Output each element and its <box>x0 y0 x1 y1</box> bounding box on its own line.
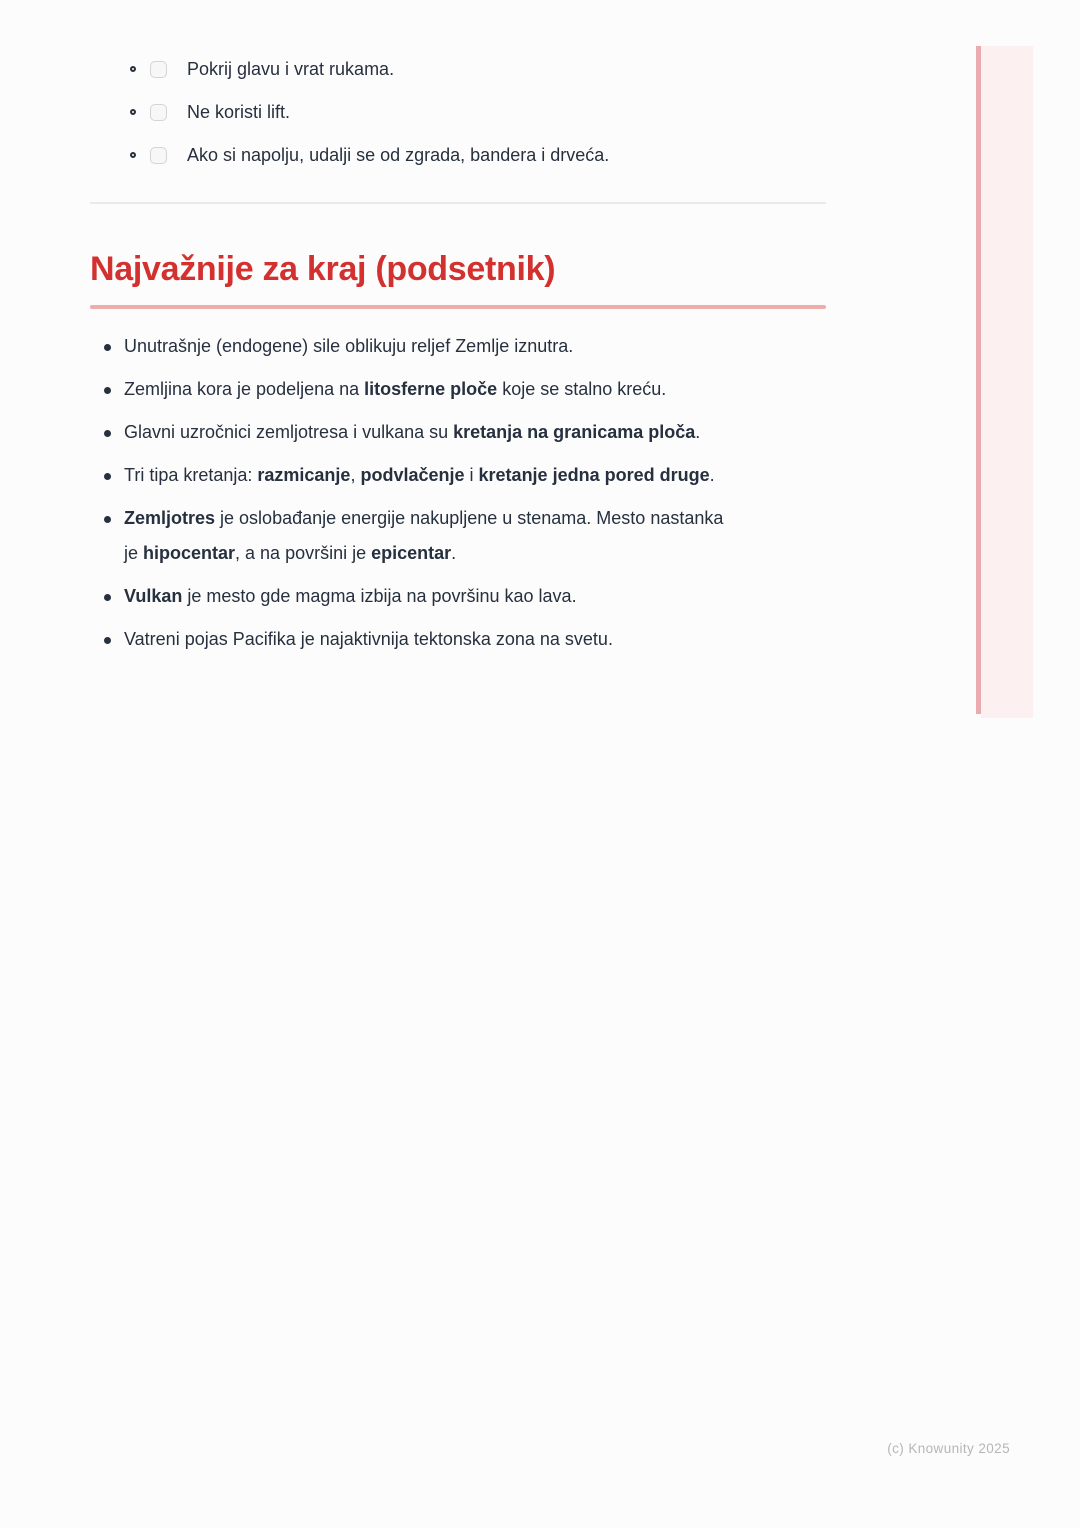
section-heading: Najvažnije za kraj (podsetnik) <box>90 250 556 288</box>
text: . <box>451 543 457 563</box>
bold-text: kretanje jedna pored druge <box>478 465 710 485</box>
todo-checkbox[interactable] <box>150 147 167 164</box>
bold-text: podvlačenje <box>360 465 465 485</box>
bold-text: razmicanje <box>257 465 351 485</box>
checklist-item-label: Pokrij glavu i vrat rukama. <box>187 59 395 79</box>
text: i <box>464 465 479 485</box>
bold-text: Vulkan <box>124 586 183 606</box>
checklist-item <box>90 100 850 124</box>
text: je oslobađanje energije nakupljene u stenama. Mesto nastanka <box>215 508 724 528</box>
text: . <box>695 422 701 442</box>
bold-text: Zemljotres <box>124 508 216 528</box>
checklist-item <box>90 143 850 167</box>
list-item <box>90 329 838 364</box>
list-item <box>90 579 838 614</box>
todo-checkbox[interactable] <box>150 104 167 121</box>
text: Tri tipa kretanja: <box>124 465 258 485</box>
bullet-icon <box>104 387 111 394</box>
text: , <box>350 465 361 485</box>
checklist-item-label: Ne koristi lift. <box>187 102 291 122</box>
list-item <box>90 458 838 493</box>
text: Vatreni pojas Pacifika je najaktivnija tektonska zona na svetu. <box>124 629 613 649</box>
page-edge-strip <box>981 46 1033 718</box>
bold-text: hipocentar <box>143 543 236 563</box>
bullet-icon <box>104 344 111 351</box>
checklist-item <box>90 57 850 81</box>
list-item <box>90 501 838 571</box>
todo-checkbox[interactable] <box>150 61 167 78</box>
bold-text: kretanja na granicama ploča <box>453 422 696 442</box>
bullet-icon <box>104 430 111 437</box>
circle-list-marker-icon <box>130 152 136 158</box>
safety-checklist <box>90 57 850 186</box>
bullet-icon <box>104 594 111 601</box>
text: Unutrašnje (endogene) sile oblikuju reljef Zemlje iznutra. <box>124 336 574 356</box>
bullet-icon <box>104 637 111 644</box>
text: , a na površini je <box>235 543 372 563</box>
bullet-icon <box>104 516 111 523</box>
text: koje se stalno kreću. <box>497 379 667 399</box>
bullet-icon <box>104 473 111 480</box>
bold-text: litosferne ploče <box>364 379 498 399</box>
text: . <box>709 465 715 485</box>
list-item <box>90 372 838 407</box>
text: Zemljina kora je podeljena na <box>124 379 365 399</box>
text: je mesto gde magma izbija na površinu kao lava. <box>182 586 577 606</box>
reminder-list <box>90 329 838 665</box>
circle-list-marker-icon <box>130 66 136 72</box>
list-item <box>90 415 838 450</box>
copyright-footer: (c) Knowunity 2025 <box>887 1441 1010 1456</box>
bold-text: epicentar <box>371 543 452 563</box>
checklist-item-label: Ako si napolju, udalji se od zgrada, bandera i drveća. <box>187 145 610 165</box>
circle-list-marker-icon <box>130 109 136 115</box>
section-divider <box>90 202 826 204</box>
text: je <box>124 543 144 563</box>
page-edge-strip-line <box>976 46 981 714</box>
text: Glavni uzročnici zemljotresa i vulkana su <box>124 422 454 442</box>
heading-underline <box>90 305 826 309</box>
list-item <box>90 622 838 657</box>
